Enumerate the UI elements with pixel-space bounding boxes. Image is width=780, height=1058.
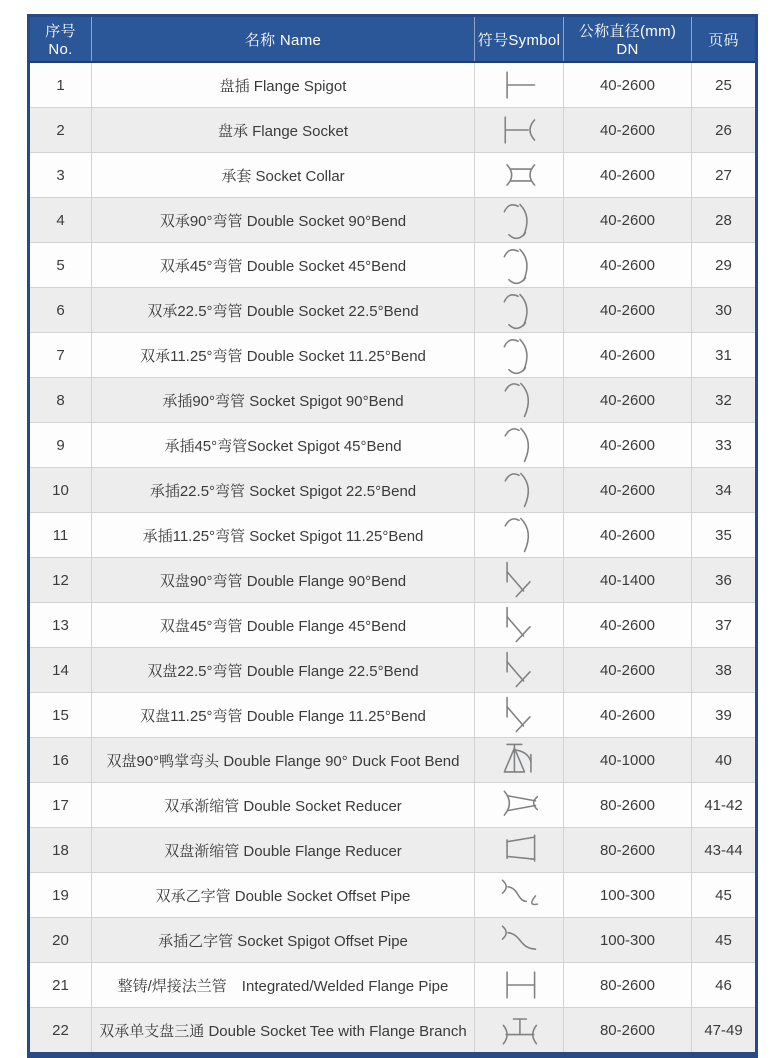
row-symbol-cell — [475, 963, 564, 1008]
row-dn-cell: 40-2600 — [564, 198, 692, 243]
table-row — [29, 558, 757, 603]
col-header-no: 序号 No. — [29, 16, 92, 63]
row-dn-cell: 40-2600 — [564, 693, 692, 738]
row-no-cell: 8 — [29, 378, 92, 423]
row-no-cell: 2 — [29, 108, 92, 153]
double-socket-bend-icon — [491, 333, 547, 377]
row-name-cell: 双承渐缩管 Double Socket Reducer — [92, 783, 475, 828]
row-symbol-cell — [475, 513, 564, 558]
row-symbol-cell — [475, 918, 564, 963]
table-row — [29, 648, 757, 693]
row-page-cell: 25 — [692, 62, 757, 108]
row-symbol-cell — [475, 648, 564, 693]
double-socket-bend-icon — [491, 288, 547, 332]
double-socket-tee-flange-branch-icon — [491, 1008, 547, 1052]
row-no-cell: 22 — [29, 1008, 92, 1056]
row-symbol-cell — [475, 153, 564, 198]
table-row — [29, 828, 757, 873]
row-name-cell: 双盘90°弯管 Double Flange 90°Bend — [92, 558, 475, 603]
row-page-cell: 30 — [692, 288, 757, 333]
row-page-cell: 45 — [692, 918, 757, 963]
row-dn-cell: 80-2600 — [564, 963, 692, 1008]
table-row — [29, 243, 757, 288]
row-dn-cell: 40-2600 — [564, 333, 692, 378]
table-row — [29, 738, 757, 783]
double-socket-offset-pipe-icon — [491, 873, 547, 917]
row-no-cell: 5 — [29, 243, 92, 288]
row-dn-cell: 40-2600 — [564, 468, 692, 513]
row-no-cell: 20 — [29, 918, 92, 963]
row-dn-cell: 40-2600 — [564, 603, 692, 648]
row-symbol-cell — [475, 243, 564, 288]
row-page-cell: 39 — [692, 693, 757, 738]
row-page-cell: 29 — [692, 243, 757, 288]
row-name-cell: 双盘90°鸭掌弯头 Double Flange 90° Duck Foot Bend — [92, 738, 475, 783]
row-symbol-cell — [475, 693, 564, 738]
double-socket-bend-icon — [491, 243, 547, 287]
row-page-cell: 33 — [692, 423, 757, 468]
row-page-cell: 32 — [692, 378, 757, 423]
row-dn-cell: 40-2600 — [564, 513, 692, 558]
row-name-cell: 双盘45°弯管 Double Flange 45°Bend — [92, 603, 475, 648]
table-row — [29, 963, 757, 1008]
row-dn-cell: 40-2600 — [564, 243, 692, 288]
table-row — [29, 693, 757, 738]
table-row — [29, 513, 757, 558]
double-flange-bend-icon — [491, 648, 547, 692]
row-no-cell: 15 — [29, 693, 92, 738]
row-no-cell: 10 — [29, 468, 92, 513]
row-no-cell: 11 — [29, 513, 92, 558]
row-page-cell: 45 — [692, 873, 757, 918]
double-socket-bend-icon — [491, 198, 547, 242]
row-name-cell: 承插乙字管 Socket Spigot Offset Pipe — [92, 918, 475, 963]
row-symbol-cell — [475, 108, 564, 153]
socket-spigot-bend-icon — [491, 423, 547, 467]
row-name-cell: 双盘渐缩管 Double Flange Reducer — [92, 828, 475, 873]
row-symbol-cell — [475, 1008, 564, 1056]
table-row — [29, 288, 757, 333]
flange-pipe-icon — [491, 963, 547, 1007]
row-dn-cell: 40-2600 — [564, 108, 692, 153]
double-flange-bend-icon — [491, 693, 547, 737]
row-no-cell: 7 — [29, 333, 92, 378]
row-page-cell: 26 — [692, 108, 757, 153]
row-symbol-cell — [475, 62, 564, 108]
row-name-cell: 双承90°弯管 Double Socket 90°Bend — [92, 198, 475, 243]
table-row — [29, 62, 757, 108]
row-name-cell: 承插90°弯管 Socket Spigot 90°Bend — [92, 378, 475, 423]
row-page-cell: 38 — [692, 648, 757, 693]
row-symbol-cell — [475, 558, 564, 603]
row-symbol-cell — [475, 783, 564, 828]
row-page-cell: 40 — [692, 738, 757, 783]
row-dn-cell: 100-300 — [564, 873, 692, 918]
row-dn-cell: 100-300 — [564, 918, 692, 963]
row-symbol-cell — [475, 198, 564, 243]
row-page-cell: 27 — [692, 153, 757, 198]
fittings-table — [27, 14, 758, 1058]
row-dn-cell: 40-2600 — [564, 378, 692, 423]
row-symbol-cell — [475, 423, 564, 468]
socket-spigot-bend-icon — [491, 378, 547, 422]
table-row — [29, 378, 757, 423]
row-name-cell: 承插11.25°弯管 Socket Spigot 11.25°Bend — [92, 513, 475, 558]
row-page-cell: 36 — [692, 558, 757, 603]
row-name-cell: 盘承 Flange Socket — [92, 108, 475, 153]
row-symbol-cell — [475, 378, 564, 423]
table-row — [29, 333, 757, 378]
row-page-cell: 43-44 — [692, 828, 757, 873]
table-body — [29, 62, 757, 1055]
row-name-cell: 双盘11.25°弯管 Double Flange 11.25°Bend — [92, 693, 475, 738]
row-dn-cell: 40-1400 — [564, 558, 692, 603]
table-row — [29, 153, 757, 198]
row-page-cell: 47-49 — [692, 1008, 757, 1056]
header-row — [29, 16, 757, 63]
row-name-cell: 双承乙字管 Double Socket Offset Pipe — [92, 873, 475, 918]
row-name-cell: 承插22.5°弯管 Socket Spigot 22.5°Bend — [92, 468, 475, 513]
row-no-cell: 13 — [29, 603, 92, 648]
flange-socket-icon — [491, 108, 547, 152]
row-dn-cell: 80-2600 — [564, 783, 692, 828]
duck-foot-bend-icon — [491, 738, 547, 782]
row-name-cell: 整铸/焊接法兰管 Integrated/Welded Flange Pipe — [92, 963, 475, 1008]
row-no-cell: 14 — [29, 648, 92, 693]
row-page-cell: 35 — [692, 513, 757, 558]
table-row — [29, 108, 757, 153]
row-no-cell: 19 — [29, 873, 92, 918]
row-page-cell: 34 — [692, 468, 757, 513]
row-name-cell: 双承单支盘三通 Double Socket Tee with Flange Branch — [92, 1008, 475, 1056]
col-header-symbol: 符号Symbol — [475, 16, 564, 63]
row-no-cell: 17 — [29, 783, 92, 828]
row-symbol-cell — [475, 288, 564, 333]
table-row — [29, 423, 757, 468]
row-no-cell: 12 — [29, 558, 92, 603]
row-dn-cell: 40-2600 — [564, 288, 692, 333]
table-row — [29, 918, 757, 963]
socket-spigot-bend-icon — [491, 513, 547, 557]
row-no-cell: 18 — [29, 828, 92, 873]
row-name-cell: 承插45°弯管Socket Spigot 45°Bend — [92, 423, 475, 468]
row-name-cell: 双承11.25°弯管 Double Socket 11.25°Bend — [92, 333, 475, 378]
row-dn-cell: 40-2600 — [564, 648, 692, 693]
row-page-cell: 31 — [692, 333, 757, 378]
col-header-dn: 公称直径(mm) DN — [564, 16, 692, 63]
row-dn-cell: 40-2600 — [564, 153, 692, 198]
row-symbol-cell — [475, 828, 564, 873]
row-symbol-cell — [475, 333, 564, 378]
row-no-cell: 6 — [29, 288, 92, 333]
table-row — [29, 603, 757, 648]
row-name-cell: 盘插 Flange Spigot — [92, 62, 475, 108]
col-header-page: 页码 — [692, 16, 757, 63]
row-name-cell: 双承45°弯管 Double Socket 45°Bend — [92, 243, 475, 288]
double-flange-bend-icon — [491, 558, 547, 602]
double-flange-bend-icon — [491, 603, 547, 647]
row-page-cell: 41-42 — [692, 783, 757, 828]
row-dn-cell: 40-2600 — [564, 62, 692, 108]
row-no-cell: 16 — [29, 738, 92, 783]
row-name-cell: 双盘22.5°弯管 Double Flange 22.5°Bend — [92, 648, 475, 693]
row-dn-cell: 40-1000 — [564, 738, 692, 783]
row-name-cell: 双承22.5°弯管 Double Socket 22.5°Bend — [92, 288, 475, 333]
col-header-name: 名称 Name — [92, 16, 475, 63]
row-no-cell: 4 — [29, 198, 92, 243]
row-name-cell: 承套 Socket Collar — [92, 153, 475, 198]
socket-spigot-bend-icon — [491, 468, 547, 512]
table-row — [29, 873, 757, 918]
table-row — [29, 198, 757, 243]
socket-spigot-offset-pipe-icon — [491, 918, 547, 962]
row-no-cell: 1 — [29, 62, 92, 108]
row-page-cell: 28 — [692, 198, 757, 243]
row-page-cell: 37 — [692, 603, 757, 648]
row-no-cell: 21 — [29, 963, 92, 1008]
row-symbol-cell — [475, 873, 564, 918]
double-flange-reducer-icon — [491, 828, 547, 872]
row-dn-cell: 80-2600 — [564, 828, 692, 873]
flange-spigot-icon — [491, 63, 547, 107]
row-symbol-cell — [475, 603, 564, 648]
row-no-cell: 3 — [29, 153, 92, 198]
row-no-cell: 9 — [29, 423, 92, 468]
socket-collar-icon — [491, 153, 547, 197]
row-symbol-cell — [475, 738, 564, 783]
row-dn-cell: 80-2600 — [564, 1008, 692, 1056]
table-row — [29, 783, 757, 828]
row-symbol-cell — [475, 468, 564, 513]
row-page-cell: 46 — [692, 963, 757, 1008]
row-dn-cell: 40-2600 — [564, 423, 692, 468]
double-socket-reducer-icon — [491, 783, 547, 827]
table-row — [29, 468, 757, 513]
table-row — [29, 1008, 757, 1056]
